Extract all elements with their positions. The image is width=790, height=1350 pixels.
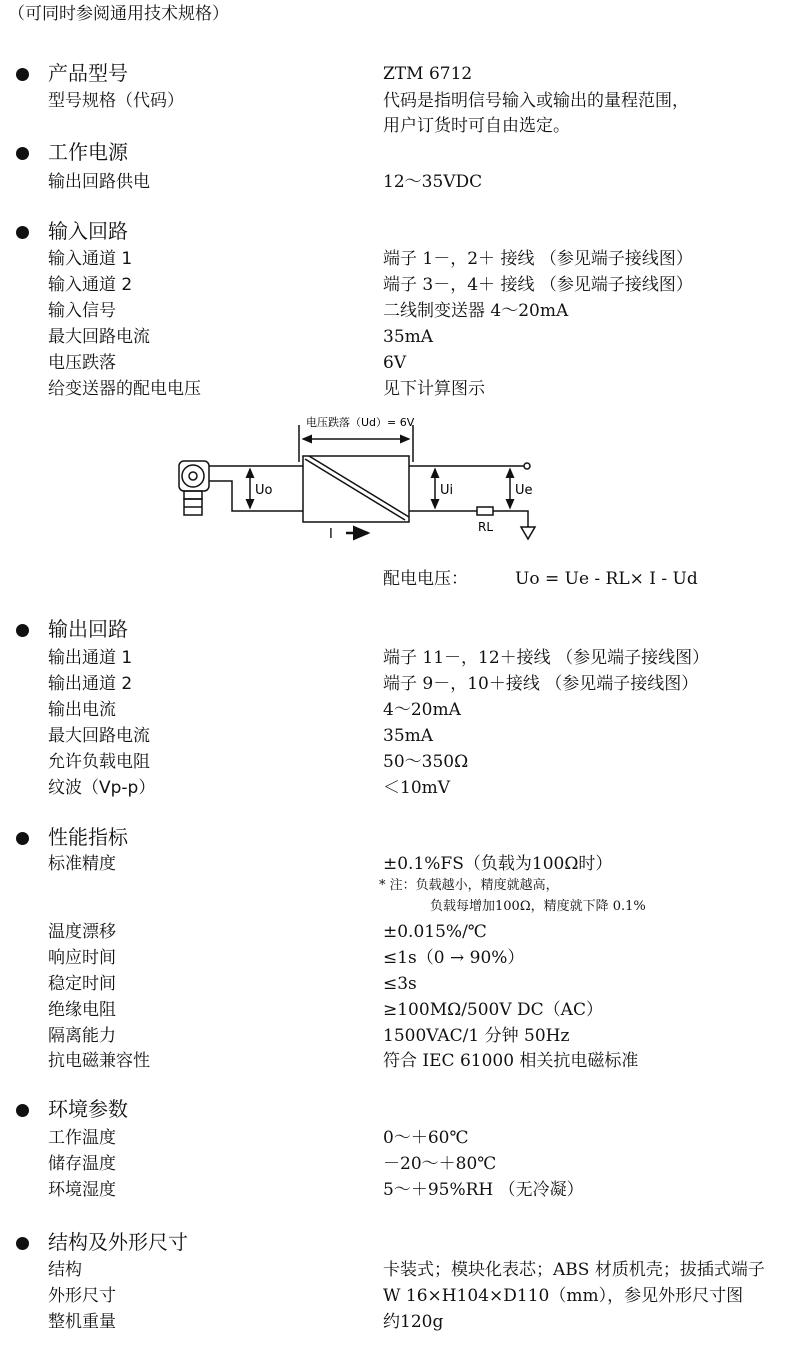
row-value: 35mA (383, 726, 434, 746)
row-label: 输出通道 1 (48, 648, 133, 668)
row-value: 见下计算图示 (383, 379, 485, 399)
row-value: 4～20mA (383, 700, 461, 720)
row-value: 12～35VDC (383, 172, 483, 192)
row-label: 输入通道 1 (48, 249, 133, 269)
section-title: 性能指标 (48, 825, 128, 849)
row-value: 约120g (383, 1312, 444, 1332)
row-label: 外形尺寸 (48, 1286, 116, 1306)
row-value: 代码是指明信号输入或输出的量程范围， (383, 91, 689, 111)
voltage-drop-label: 电压跌落（Ud）= 6V (306, 416, 415, 429)
load-resistor (477, 507, 493, 515)
row-value: 35mA (383, 327, 434, 347)
bullet-icon (16, 624, 29, 637)
rl-label: RL (478, 520, 494, 534)
bullet-icon (16, 1237, 29, 1250)
row-value: 端子 11－，12＋接线 （参见端子接线图） (383, 648, 710, 668)
bullet-icon (16, 832, 29, 845)
section-title: 产品型号 (48, 61, 128, 85)
row-label: 环境湿度 (48, 1180, 116, 1200)
row-label: 抗电磁兼容性 (48, 1051, 150, 1071)
row-label: 稳定时间 (48, 974, 116, 994)
ui-label: Ui (440, 483, 454, 498)
row-value: 端子 1－，2＋ 接线 （参见端子接线图） (383, 249, 693, 269)
row-label: 最大回路电流 (48, 327, 150, 347)
section-title: 输入回路 (48, 219, 128, 243)
ground-icon (521, 527, 535, 539)
row-label: 温度漂移 (48, 922, 116, 942)
row-label: 储存温度 (48, 1154, 116, 1174)
row-value: －20～＋80℃ (383, 1154, 497, 1174)
row-label: 电压跌落 (48, 353, 116, 373)
distribution-voltage-diagram (0, 0, 790, 600)
row-value: 端子 3－，4＋ 接线 （参见端子接线图） (383, 275, 693, 295)
row-value: 5～＋95%RH （无冷凝） (383, 1180, 584, 1200)
row-value: ±0.1%FS（负载为100Ω时） (383, 854, 613, 874)
row-label: 型号规格（代码） (48, 91, 184, 111)
transmitter-icon (179, 461, 209, 515)
row-value: ≤1s（0 → 90%） (383, 948, 525, 968)
row-label: 隔离能力 (48, 1026, 116, 1046)
row-value: 二线制变送器 4～20mA (383, 301, 569, 321)
section-title: 工作电源 (48, 140, 128, 164)
row-value: W 16×H104×D110（mm），参见外形尺寸图 (383, 1286, 744, 1306)
section-title: 输出回路 (48, 617, 128, 641)
accuracy-note: * 注：负载越小，精度就越高， (379, 878, 559, 893)
row-value: ≥100MΩ/500V DC（AC） (383, 1000, 603, 1020)
model-value: ZTM 6712 (383, 64, 473, 84)
row-value: 50～350Ω (383, 752, 469, 772)
row-label: 允许负载电阻 (48, 752, 150, 772)
row-value: 卡装式；模块化表芯；ABS 材质机壳；拔插式端子 (383, 1260, 765, 1280)
row-label: 结构 (48, 1260, 82, 1280)
header-note: （可同时参阅通用技术规格） (8, 4, 229, 24)
row-label: 输入信号 (48, 301, 116, 321)
row-label: 输出电流 (48, 700, 116, 720)
uo-label: Uo (255, 483, 273, 498)
formula-label: 配电电压： (383, 569, 468, 589)
row-value: ±0.015%/℃ (383, 922, 487, 942)
row-value: 符合 IEC 61000 相关抗电磁标准 (383, 1051, 639, 1071)
section-title: 环境参数 (48, 1097, 128, 1121)
ue-label: Ue (515, 483, 533, 498)
row-value: 0～＋60℃ (383, 1128, 469, 1148)
row-label: 输出回路供电 (48, 172, 150, 192)
row-label: 标准精度 (48, 854, 116, 874)
row-label: 输出通道 2 (48, 674, 133, 694)
row-value: ＜10mV (383, 778, 451, 798)
row-label: 最大回路电流 (48, 726, 150, 746)
formula: Uo = Ue - RL× I - Ud (515, 569, 698, 589)
row-label: 纹波（Vp-p） (48, 778, 156, 798)
row-label: 输入通道 2 (48, 275, 133, 295)
section-title: 结构及外形尺寸 (48, 1230, 188, 1254)
row-value: ≤3s (383, 974, 417, 994)
row-label: 给变送器的配电电压 (48, 379, 201, 399)
row-value: 用户订货时可自由选定。 (383, 116, 570, 136)
row-value: 端子 9－，10＋接线 （参见端子接线图） (383, 674, 699, 694)
row-label: 响应时间 (48, 948, 116, 968)
current-label: I (329, 527, 333, 542)
row-label: 整机重量 (48, 1312, 116, 1332)
bullet-icon (16, 1104, 29, 1117)
row-label: 工作温度 (48, 1128, 116, 1148)
row-value: 1500VAC/1 分钟 50Hz (383, 1026, 570, 1046)
accuracy-note: 负载每增加100Ω，精度就下降 0.1% (430, 899, 646, 914)
row-value: 6V (383, 353, 407, 373)
row-label: 绝缘电阻 (48, 1000, 116, 1020)
